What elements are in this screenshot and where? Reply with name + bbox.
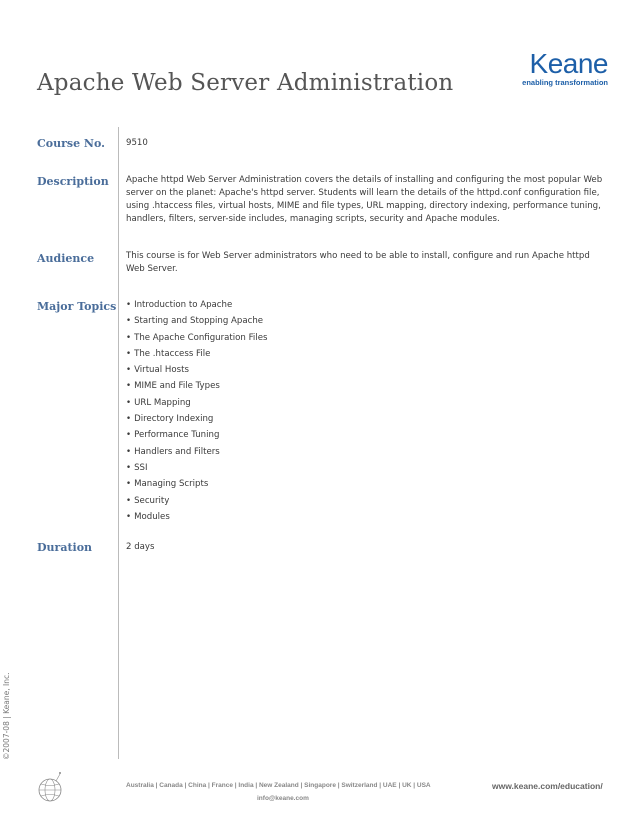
- bullet: •: [126, 446, 132, 457]
- list-item: [126, 332, 267, 348]
- list-item: [126, 380, 267, 396]
- bullet: •: [126, 332, 132, 343]
- course-no-label: Course No.: [37, 137, 105, 150]
- bullet: •: [126, 414, 132, 425]
- topic-text: Security: [134, 495, 170, 506]
- list-item: [126, 462, 267, 478]
- bullet: •: [126, 397, 132, 408]
- bullet: •: [126, 462, 132, 473]
- keane-logo: [508, 50, 608, 87]
- topic-text: Managing Scripts: [134, 479, 209, 490]
- duration-label: Duration: [37, 541, 93, 554]
- logo-wordmark: Keane: [529, 48, 608, 79]
- contact-email[interactable]: info@keane.com: [257, 795, 309, 802]
- globe-icon: [34, 770, 68, 804]
- bullet: •: [126, 511, 132, 522]
- page-title: Apache Web Server Administration: [37, 70, 454, 96]
- topic-text: Directory Indexing: [134, 414, 214, 425]
- audience-label: Audience: [37, 252, 95, 265]
- topic-text: Modules: [134, 511, 170, 522]
- bullet: •: [126, 381, 132, 392]
- list-item: [126, 429, 267, 445]
- list-item: [126, 315, 267, 331]
- bullet: •: [126, 300, 132, 310]
- office-locations: Australia | Canada | China | France | India | New Zealand | Singapore | Switzerland | UAE | UK | USA: [126, 782, 431, 789]
- description-label: Description: [37, 175, 109, 188]
- topic-text: The Apache Configuration Files: [134, 332, 268, 343]
- topic-text: Handlers and Filters: [134, 446, 220, 457]
- bullet: •: [126, 348, 132, 359]
- duration-value: 2 days: [126, 542, 155, 552]
- list-item: [126, 397, 267, 413]
- course-no-value: 9510: [126, 138, 148, 148]
- list-item: [126, 446, 267, 462]
- copyright-notice: ©2007-08 | Keane, Inc.: [2, 672, 11, 760]
- topic-text: SSI: [134, 462, 148, 473]
- topic-text: Virtual Hosts: [134, 365, 189, 376]
- logo-tagline: enabling transformation: [522, 78, 608, 87]
- list-item: [126, 511, 267, 527]
- description-text: Apache httpd Web Server Administration covers the details of installing and configuring the most popular Web server on the planet: Apache's httpd server. Students will learn the details of the httpd.conf configuration file, using .htaccess files, virtual hosts, MIME and file types, URL mapping, directory indexing, performance tuning, handlers, filters, server-side includes, managing scripts, security and Apache modules.: [126, 175, 603, 224]
- list-item: [126, 348, 267, 364]
- list-item: [126, 299, 267, 315]
- major-topics-label: Major Topics: [37, 300, 117, 313]
- column-divider: [118, 127, 119, 759]
- list-item: [126, 364, 267, 380]
- topic-text: The .htaccess File: [134, 348, 211, 359]
- topic-text: URL Mapping: [134, 397, 191, 408]
- website-link[interactable]: www.keane.com/education/: [492, 781, 603, 791]
- bullet: •: [126, 365, 132, 376]
- topic-text: MIME and File Types: [134, 381, 220, 392]
- bullet: •: [126, 316, 132, 327]
- bullet: •: [126, 495, 132, 506]
- topic-text: Starting and Stopping Apache: [134, 316, 264, 327]
- bullet: •: [126, 479, 132, 490]
- audience-text: This course is for Web Server administrators who need to be able to install, configure and run Apache httpd Web Server.: [126, 251, 590, 274]
- list-item: [126, 495, 267, 511]
- list-item: [126, 478, 267, 494]
- major-topics-list: [126, 299, 267, 527]
- topic-text: Performance Tuning: [134, 430, 220, 441]
- list-item: [126, 413, 267, 429]
- topic-text: Introduction to Apache: [134, 300, 233, 310]
- bullet: •: [126, 430, 132, 441]
